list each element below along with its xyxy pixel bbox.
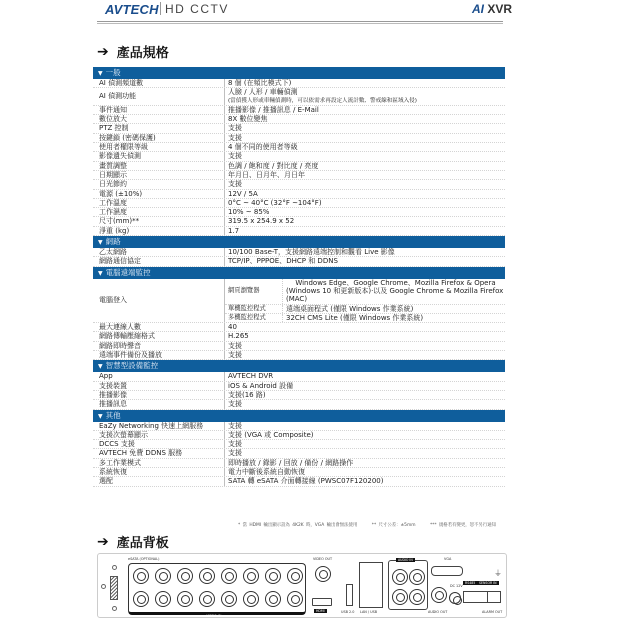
- row-value: 支援: [228, 400, 242, 409]
- footnote-2: ** 尺寸公差：±5mm: [371, 523, 416, 528]
- section-band-general: [93, 67, 505, 79]
- table-row: [93, 190, 505, 199]
- video-in-label: VIDEO IN: [206, 614, 222, 618]
- row-value: 支援: [228, 449, 242, 458]
- arrow-right-icon: ➔: [97, 43, 109, 60]
- bnc-connector-icon: [199, 568, 215, 584]
- bnc-connector-icon: [265, 568, 281, 584]
- footnote-1: * 當 HDMI 輸出顯示設為 4K2K 時，VGA 輸出會無法使用: [238, 523, 358, 528]
- row-value: [225, 88, 505, 105]
- specs-section-title: [97, 42, 169, 61]
- back-panel-section-title: [97, 532, 169, 551]
- table-row: [93, 391, 505, 400]
- browser-line-3: (MAC): [286, 295, 308, 304]
- row-value: 40: [228, 323, 237, 332]
- band-label: 網路: [105, 237, 121, 247]
- table-row: [93, 449, 505, 458]
- section-band-network: [93, 236, 505, 248]
- audio-out-rca-icon: [431, 587, 447, 603]
- row-key: 事件通知: [93, 106, 225, 114]
- row-key: 影像遺失偵測: [93, 152, 225, 160]
- row-value: 10% ~ 85%: [228, 208, 270, 217]
- row-value: 支援: [228, 133, 242, 142]
- row-key: EaZy Networking 快速上網服務: [93, 422, 225, 430]
- row-key: 乙太網路: [93, 248, 225, 256]
- table-row: [93, 477, 505, 486]
- ai-logo-text: AI: [471, 2, 484, 16]
- lan-usb-stack-icon: [359, 562, 383, 608]
- row-value: 支援: [228, 351, 242, 360]
- usb-port-icon: [346, 584, 353, 606]
- row-value: 支援: [228, 152, 242, 161]
- footnotes: [238, 522, 508, 528]
- row-key: 日光節約: [93, 180, 225, 188]
- row-key: App: [93, 372, 225, 380]
- triangle-down-icon: ▼: [98, 239, 103, 247]
- esata-port: [110, 576, 118, 600]
- triangle-down-icon: ▼: [98, 363, 103, 371]
- row-value: 12V / 5A: [228, 189, 258, 198]
- brand-logo: AVTECH: [105, 2, 159, 17]
- row-key: 電源 (±10%): [93, 190, 225, 198]
- row-value: 支援: [228, 440, 242, 449]
- sensor-label: SENSOR IN: [479, 581, 497, 585]
- vga-label: VGA: [444, 557, 452, 561]
- row-value: 支援 (VGA 或 Composite): [228, 430, 314, 439]
- table-row: [93, 459, 505, 468]
- row-key: DCCS 支援: [93, 440, 225, 448]
- row-value: 10/100 Base-T，支援網路遠端控制和觀看 Live 影像: [228, 248, 395, 257]
- video-in-bnc-block: [128, 563, 306, 615]
- triangle-down-icon: ▼: [98, 70, 103, 77]
- table-row: [93, 468, 505, 477]
- bnc-connector-icon: [155, 591, 171, 607]
- brand-divider: [160, 2, 161, 15]
- row-value: 支援(16 路): [228, 390, 266, 399]
- bnc-connector-icon: [177, 568, 193, 584]
- row-key: 支援次螢幕顯示: [93, 431, 225, 439]
- bnc-connector-icon: [287, 591, 303, 607]
- screw-icon: [112, 606, 117, 611]
- footnote-3: *** 規格若有變更，恕不另行通知: [429, 523, 496, 528]
- table-row: [93, 162, 505, 171]
- nested-login-table: [225, 279, 505, 322]
- row-key: 尺寸(mm)**: [93, 217, 225, 225]
- band-label: 其他: [105, 410, 121, 420]
- row-value: 4 個不同的使用者等級: [228, 143, 298, 152]
- nested-value: 32CH CMS Lite (僅限 Windows 作業系統): [286, 313, 424, 322]
- table-row: [93, 88, 505, 106]
- section-band-smart-device: [93, 360, 505, 372]
- table-row: [93, 124, 505, 133]
- table-row: [93, 152, 505, 161]
- row-value: 支援: [228, 421, 242, 430]
- table-row: [93, 79, 505, 88]
- row-value-note: (當偵獲人形或車輛偵測時，可以依需求再設定人流計數、警戒線和區域入侵): [228, 97, 417, 104]
- nested-key: 多機監控程式: [225, 314, 283, 322]
- row-key: AI 偵測功能: [93, 88, 225, 105]
- bnc-connector-icon: [265, 591, 281, 607]
- hdmi-port-icon: [312, 598, 332, 606]
- bnc-connector-icon: [177, 591, 193, 607]
- band-label: 一般: [105, 68, 121, 77]
- rca-connector-icon: [392, 569, 408, 585]
- xvr-logo-text: XVR: [487, 2, 512, 16]
- bnc-connector-icon: [199, 591, 215, 607]
- row-key: 工作溫度: [93, 199, 225, 207]
- row-value: 1.7: [228, 226, 240, 235]
- bnc-connector-icon: [133, 568, 149, 584]
- table-row: [93, 342, 505, 351]
- nested-row: [225, 305, 505, 314]
- table-row: [93, 171, 505, 180]
- table-row: [93, 143, 505, 152]
- row-key: 推播訊息: [93, 400, 225, 408]
- alarm-terminal-icon: [487, 591, 501, 603]
- back-panel-title-text: 產品背板: [116, 536, 169, 551]
- video-out-bnc-icon: [315, 566, 331, 582]
- bnc-connector-icon: [133, 591, 149, 607]
- row-key: AVTECH 免費 DDNS 服務: [93, 449, 225, 457]
- table-row: [93, 431, 505, 440]
- row-key: 遠端事件備份及播放: [93, 351, 225, 359]
- row-value: 支援: [228, 180, 242, 189]
- row-key: 工作濕度: [93, 208, 225, 216]
- lan-label: LAN / USB: [360, 610, 378, 614]
- page-header: [97, 0, 532, 20]
- row-value: H.265: [228, 332, 249, 341]
- table-row: [93, 422, 505, 431]
- table-row: [93, 332, 505, 341]
- row-value: 支援: [228, 341, 242, 350]
- table-row: [93, 257, 505, 266]
- screw-icon: [112, 565, 117, 570]
- row-value: TCP/IP、PPPOE、DHCP 和 DDNS: [228, 257, 338, 266]
- row-key: 多工作業模式: [93, 459, 225, 467]
- vga-port-icon: [431, 566, 463, 576]
- row-value: 8X 數位變焦: [228, 115, 268, 124]
- dc-in-label: DC 12V: [450, 584, 463, 588]
- triangle-down-icon: ▼: [98, 269, 103, 277]
- row-value: 年月日、日月年、月日年: [228, 170, 305, 179]
- row-key: 電腦登入: [93, 279, 225, 322]
- spec-table: [93, 67, 505, 487]
- row-key: 畫質調整: [93, 162, 225, 170]
- table-row: [93, 248, 505, 257]
- bnc-connector-icon: [221, 568, 237, 584]
- table-row: [93, 351, 505, 360]
- row-key: AI 偵測頻道數: [93, 79, 225, 87]
- browser-line-2: (Windows 10 和更新版本)‧以及 Google Chrome & Mozilla Firefox: [286, 286, 504, 295]
- audio-out-label: AUDIO OUT: [428, 610, 448, 614]
- table-row: [93, 440, 505, 449]
- row-key: 系統恢復: [93, 468, 225, 476]
- row-key: 網路通信協定: [93, 257, 225, 265]
- row-value: 色調 / 飽和度 / 對比度 / 亮度: [228, 161, 319, 170]
- row-key: 推播影像: [93, 391, 225, 399]
- table-row: [93, 208, 505, 217]
- rs485-label: RS485: [465, 581, 476, 585]
- table-row: [93, 115, 505, 124]
- row-value: 0°C ~ 40°C (32°F ~104°F): [228, 198, 322, 207]
- table-row: [93, 106, 505, 115]
- table-row: [93, 382, 505, 391]
- arrow-right-icon: ➔: [97, 533, 109, 550]
- bnc-connector-icon: [221, 591, 237, 607]
- header-divider: [97, 21, 503, 24]
- row-key: 網路即時聲音: [93, 342, 225, 350]
- esata-label: eSATA (OPTIONAL): [128, 557, 160, 561]
- usb-label: USB 2.0: [341, 610, 355, 614]
- table-row: [93, 199, 505, 208]
- table-row: [93, 180, 505, 189]
- bnc-connector-icon: [243, 568, 259, 584]
- alarm-label: ALARM OUT: [482, 610, 503, 614]
- section-band-pc-remote: [93, 267, 505, 279]
- band-label: 智慧型設備監控: [105, 361, 159, 371]
- row-key: 日期顯示: [93, 171, 225, 179]
- row-key: 最大連線人數: [93, 323, 225, 331]
- row-value: 推播影像 / 推播訊息 / E-Mail: [228, 105, 319, 114]
- product-line-logo: [472, 2, 512, 16]
- nested-key: 單機監控程式: [225, 305, 283, 313]
- row-value: 319.5 x 254.9 x 52: [228, 217, 295, 226]
- row-key: 數位放大: [93, 115, 225, 123]
- table-row: [93, 400, 505, 409]
- bnc-connector-icon: [287, 568, 303, 584]
- table-row: [93, 217, 505, 226]
- row-value: 8 個 (在頻比模式下): [228, 79, 292, 87]
- nested-value: 遠端桌面程式 (僅限 Windows 作業系統): [286, 304, 414, 313]
- row-value: iOS & Android 設備: [228, 381, 294, 390]
- row-key: 使用者權限等級: [93, 143, 225, 151]
- bnc-connector-icon: [243, 591, 259, 607]
- row-value-line: 人臉 / 人形 / 車輛偵測: [228, 88, 298, 97]
- video-out-label: VIDEO OUT: [313, 557, 333, 561]
- audio-in-label: AUDIO IN: [398, 558, 413, 562]
- table-row: [93, 134, 505, 143]
- nested-value: [283, 279, 505, 304]
- table-row: [93, 227, 505, 236]
- ground-icon: ⏚: [494, 569, 502, 578]
- bnc-connector-icon: [155, 568, 171, 584]
- dc-power-jack-icon: [449, 592, 461, 604]
- back-panel-diagram: [97, 553, 507, 618]
- screw-icon: [101, 584, 106, 589]
- table-row: [93, 323, 505, 332]
- row-value: SATA 轉 eSATA 介面轉接線 (PWSC07F120200): [228, 477, 384, 486]
- specs-title-text: 產品規格: [116, 46, 169, 61]
- row-key: 支援裝置: [93, 382, 225, 390]
- browser-line-1: Windows Edge、Google Chrome、Mozilla Firefox & Opera: [295, 278, 496, 287]
- rca-connector-icon: [392, 589, 408, 605]
- nested-row: [225, 314, 505, 322]
- band-label: 電腦遠端監控: [105, 267, 151, 277]
- brand-tagline: HD CCTV: [165, 2, 229, 16]
- hdmi-label: HDMI: [316, 609, 325, 613]
- nested-key: 網頁瀏覽器: [225, 279, 283, 304]
- row-value: 支援: [228, 124, 242, 133]
- table-row: [93, 372, 505, 381]
- row-key: 按鍵鎖 (密碼保護): [93, 134, 225, 142]
- table-row-pc-login: [93, 279, 505, 323]
- row-value: 即時播放 / 錄影 / 回放 / 備份 / 網路操作: [228, 458, 354, 467]
- rca-connector-icon: [409, 589, 425, 605]
- rca-connector-icon: [409, 569, 425, 585]
- section-band-others: [93, 410, 505, 422]
- row-value: 電力中斷後系統自動恢復: [228, 467, 305, 476]
- audio-in-block: [388, 560, 428, 610]
- triangle-down-icon: ▼: [98, 412, 103, 420]
- row-key: 網路傳輸壓縮格式: [93, 332, 225, 340]
- row-value: AVTECH DVR: [228, 372, 274, 381]
- row-key: 選配: [93, 477, 225, 485]
- row-key: 淨重 (kg): [93, 227, 225, 235]
- nested-row: [225, 279, 505, 305]
- row-key: PTZ 控制: [93, 124, 225, 132]
